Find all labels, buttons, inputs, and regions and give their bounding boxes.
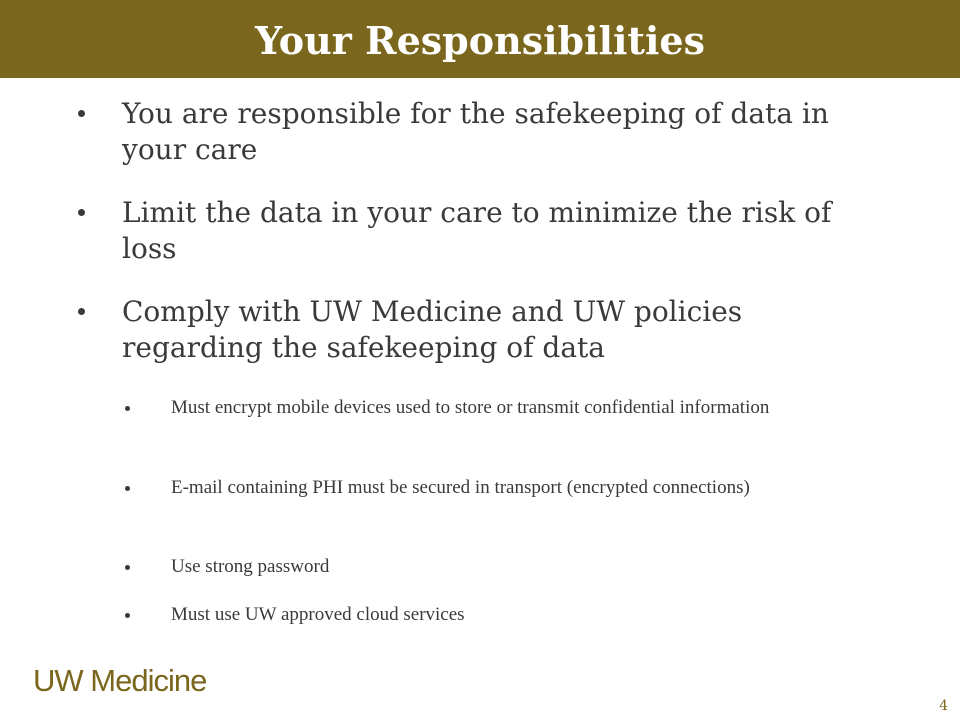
- bullet-item: [78, 96, 878, 168]
- title-bar: [0, 0, 960, 78]
- sub-bullet-point-icon: [125, 406, 130, 411]
- sub-bullet-text: Must use UW approved cloud services: [171, 604, 465, 625]
- uw-medicine-logo: UW Medicine: [33, 663, 207, 698]
- sub-bullet-point-icon: [125, 613, 130, 618]
- sub-bullet-item: [125, 602, 825, 628]
- sub-bullet-text: Use strong password: [171, 556, 330, 577]
- sub-bullet-item: [125, 475, 825, 501]
- bullet-text: You are responsible for the safekeeping of data in your care: [122, 97, 829, 166]
- bullet-text: Comply with UW Medicine and UW policies regarding the safekeeping of data: [122, 295, 743, 364]
- bullet-point-icon: [78, 110, 85, 117]
- sub-bullet-item: [125, 554, 825, 580]
- bullet-text: Limit the data in your care to minimize the risk of loss: [122, 196, 832, 265]
- sub-bullet-point-icon: [125, 565, 130, 570]
- bullet-item: [78, 294, 878, 366]
- bullet-point-icon: [78, 209, 85, 216]
- sub-bullet-text: Must encrypt mobile devices used to store or transmit confidential information: [171, 397, 770, 418]
- sub-bullet-text: E-mail containing PHI must be secured in transport (encrypted connections): [171, 477, 750, 498]
- sub-bullet-point-icon: [125, 486, 130, 491]
- page-number: 4: [939, 698, 948, 714]
- bullet-item: [78, 195, 878, 267]
- slide-title: Your Responsibilities: [254, 17, 705, 63]
- bullet-point-icon: [78, 308, 85, 315]
- sub-bullet-item: [125, 395, 825, 421]
